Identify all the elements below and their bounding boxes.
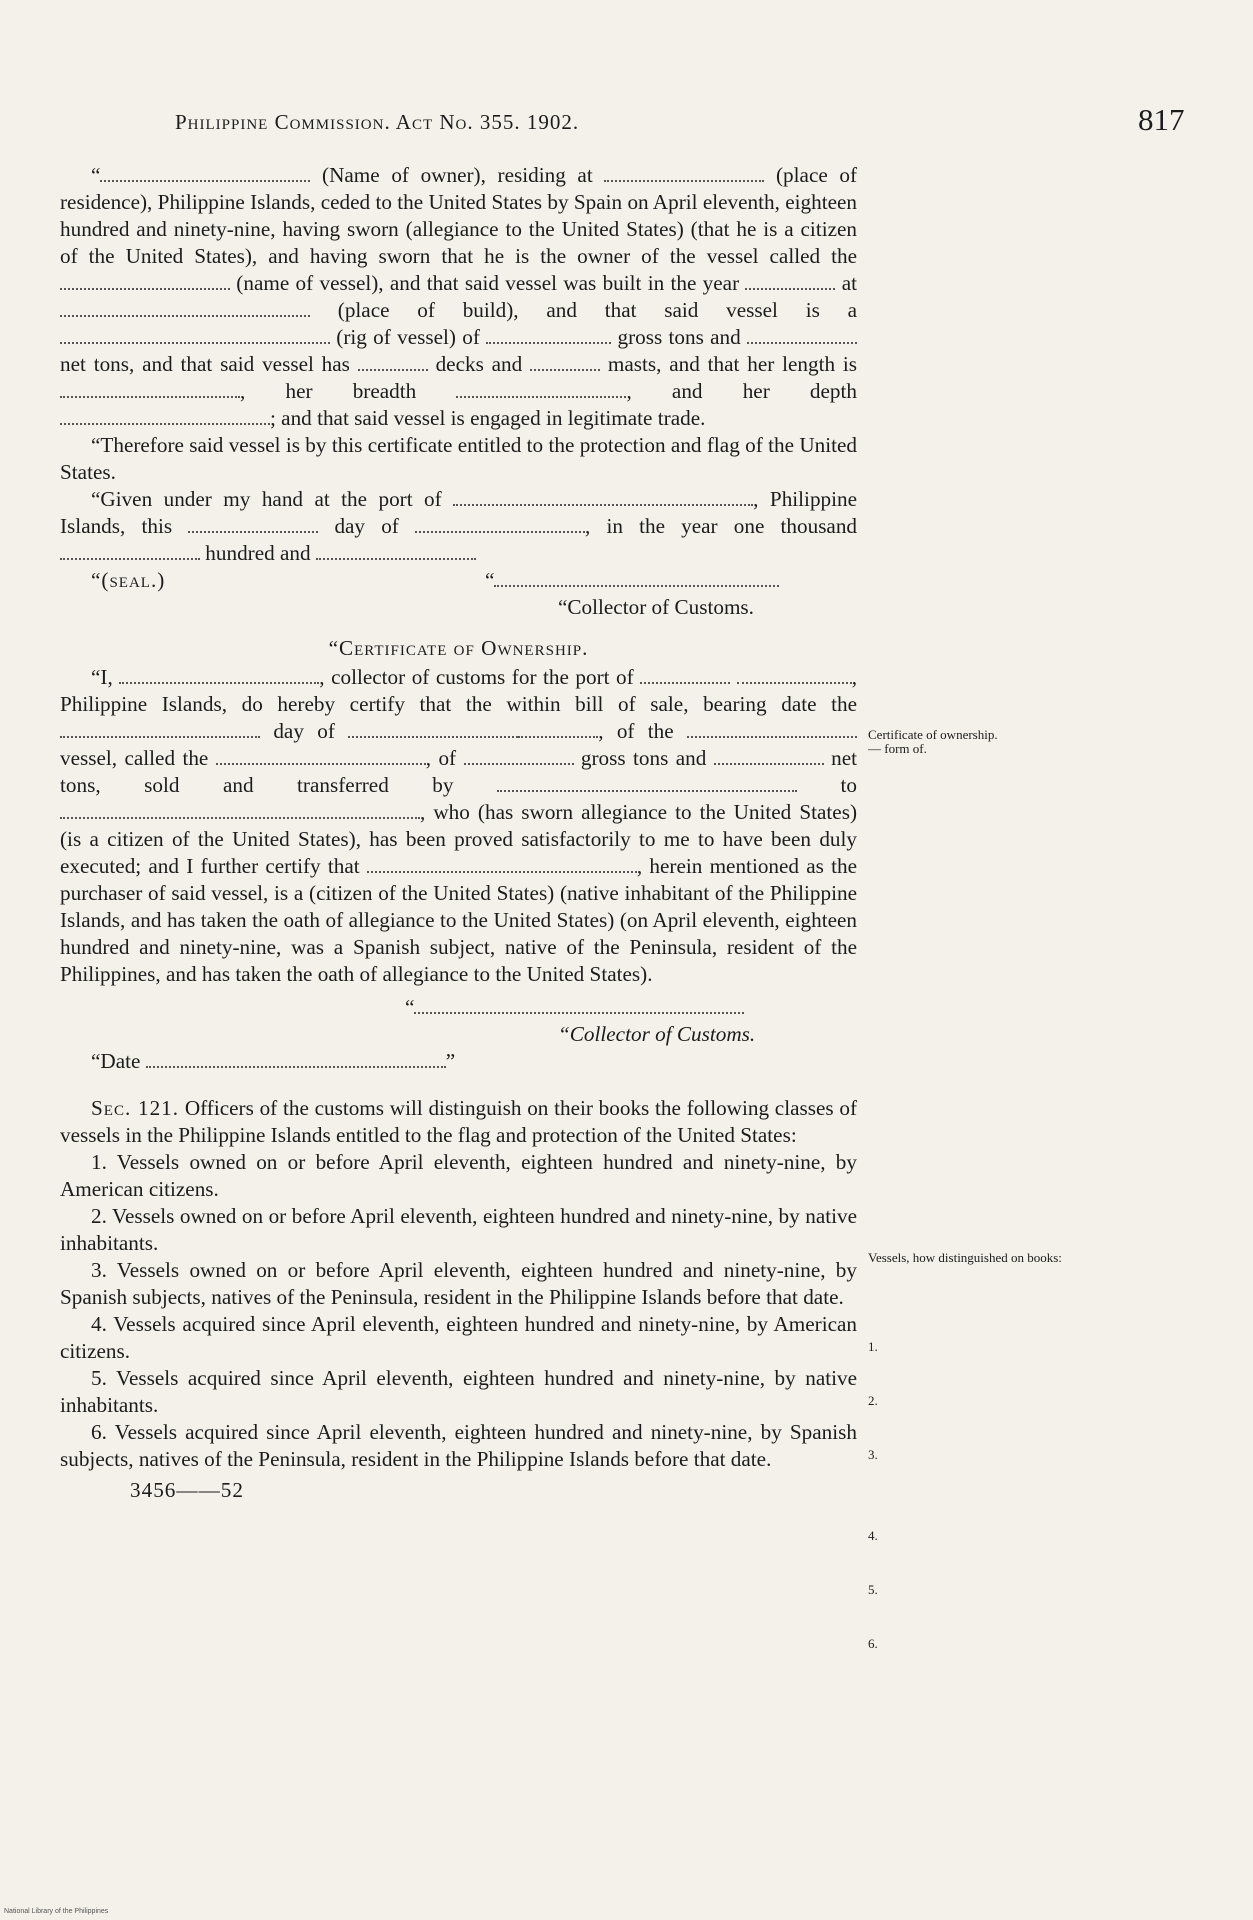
form-text: decks and [435, 352, 523, 376]
form-text: gross tons and [617, 325, 741, 349]
therefore-paragraph: “Therefore said vessel is by this certificate entitled to the protection and flag of the United States. [60, 433, 857, 484]
page-number: 817 [1138, 102, 1185, 137]
page-body [60, 162, 857, 1504]
margin-number: 4. [868, 1528, 878, 1543]
list-item: 1. Vessels owned on or before April eleventh, eighteen hundred and ninety-nine, by American citizens. [60, 1150, 857, 1201]
blank-net [747, 327, 857, 344]
margin-number: 1. [868, 1339, 878, 1354]
given-paragraph [60, 486, 857, 567]
form-text: (place of build), and that said vessel is a [337, 298, 857, 322]
blank-residence [604, 165, 764, 182]
section-label: Sec. 121. [91, 1096, 180, 1120]
form-text: , in the year one thousand [585, 514, 858, 538]
form-text: day of [334, 514, 399, 538]
form-text: gross tons and [580, 746, 707, 770]
margin-note-vessels: Vessels, how distinguished on books: [868, 1250, 1062, 1265]
form-text: to [840, 773, 858, 797]
blank-signature [414, 997, 744, 1014]
open-quote: “ [91, 163, 101, 187]
running-head: Philippine Commission. Act No. 355. 1902. [175, 110, 580, 134]
margin-note-certificate [868, 728, 1068, 756]
collector-of-customs: “Collector of Customs. [558, 595, 754, 619]
margin-note-text: — form of. [868, 741, 927, 756]
sig-quote: “ [485, 568, 495, 592]
margin-number: 2. [868, 1393, 878, 1408]
form-text: “Given under my hand at the port of [91, 487, 442, 511]
blank-place [60, 300, 310, 317]
seal-signature-row [60, 567, 857, 594]
blank-net [714, 748, 824, 765]
blank-hundred [60, 543, 200, 560]
blank-signature [494, 570, 779, 587]
blank-buyer [60, 802, 420, 819]
form-text: (Name of owner), residing at [322, 163, 593, 187]
blank-vessel-name [60, 273, 230, 290]
certificate-heading: “Certificate of Ownership. [328, 636, 589, 660]
blank-breadth [456, 381, 626, 398]
blank-purchaser [367, 856, 637, 873]
blank-vessel-type [687, 721, 857, 738]
blank-seller [497, 775, 797, 792]
blank-year [745, 273, 835, 290]
form-paragraph [60, 162, 857, 432]
form-text: at [841, 271, 858, 295]
blank-vessel-name [216, 748, 426, 765]
form-text: , who (has sworn allegiance to the United States) (is a citizen of the United States), has been proved satisfactorily to me to have been duly executed; and I further certify that [60, 800, 857, 878]
form-text: , and her depth [626, 379, 857, 403]
form-text: masts, and that her length is [607, 352, 858, 376]
certificate-signature-row [60, 994, 857, 1021]
blank-date [146, 1051, 446, 1068]
sig-quote: “ [405, 995, 415, 1019]
blank-masts [530, 354, 600, 371]
form-text: , collector of customs for the port of [319, 665, 634, 689]
blank-month [348, 721, 518, 738]
blank-gross [464, 748, 574, 765]
form-text: , of the [598, 719, 674, 743]
blank-decks [358, 354, 428, 371]
form-text: net tons, sold and transferred by [60, 746, 858, 797]
form-text: , her breadth [240, 379, 417, 403]
form-text: , Philippine Islands, do hereby certify that the within bill of sale, bearing date the [60, 665, 858, 716]
signature-line [485, 567, 779, 594]
section-text: Officers of the customs will distinguish on their books the following classes of vessels in the Philippine Islands entitled to the flag and protection of the United States: [60, 1096, 858, 1147]
blank-year [518, 721, 598, 738]
form-text: vessel, called the [60, 746, 209, 770]
margin-number: 6. [868, 1636, 878, 1651]
blank-owner [100, 165, 310, 182]
blank-rig [60, 327, 330, 344]
collector-of-customs-italic: “Collector of Customs. [558, 1022, 756, 1046]
date-label: “Date [91, 1049, 141, 1073]
section-121-intro [60, 1095, 857, 1149]
list-item: 5. Vessels acquired since April eleventh, eighteen hundred and ninety-nine, by native inhabitants. [60, 1366, 857, 1417]
blank-depth [60, 408, 270, 425]
blank-length [60, 381, 240, 398]
form-text: (name of vessel), and that said vessel was built in the year [236, 271, 740, 295]
blank-day [188, 516, 318, 533]
list-item: 6. Vessels acquired since April eleventh, eighteen hundred and ninety-nine, by Spanish subjects, natives of the Peninsula, resident in the Philippine Islands before that date. [60, 1420, 857, 1471]
form-text: , of [425, 746, 457, 770]
printer-signature: 3456——52 [130, 1478, 244, 1502]
date-line [60, 1048, 857, 1075]
form-text: “I, [91, 665, 113, 689]
blank-port [453, 489, 753, 506]
form-text: (place of residence), Philippine Islands, ceded to the United States by Spain on April eleventh, eighteen hundred and ninety-nine, having sworn (allegiance to the United States) (that he is a citizen of the United States), and having sworn that he is the owner of the vessel called the [60, 163, 858, 268]
signature-line [405, 994, 744, 1021]
form-text: (rig of vessel) of [336, 325, 480, 349]
form-text: ; and that said vessel is engaged in legitimate trade. [270, 406, 706, 430]
blank-collector [119, 667, 319, 684]
blank-gross [486, 327, 611, 344]
blank-date [60, 721, 260, 738]
library-stamp: National Library of the Philippines [4, 1908, 109, 1915]
form-text: , Philippine Islands, this [60, 487, 858, 538]
blank-port [640, 667, 730, 684]
blank-year-end [316, 543, 476, 560]
close-quote: ” [445, 1049, 456, 1073]
list-item: 3. Vessels owned on or before April eleventh, eighteen hundred and ninety-nine, by Spanish subjects, natives of the Peninsula, resident in the Philippine Islands before that date. [60, 1258, 857, 1309]
margin-number: 3. [868, 1447, 878, 1462]
form-text: hundred and [205, 541, 311, 565]
form-text: , herein mentioned as the purchaser of said vessel, is a (citizen of the United States) (native inhabitant of the Philippine Islands, and has taken the oath of allegiance to the United States) (on April eleventh, eighteen hundred and ninety-nine, was a Spanish subject, native of the Peninsula, resident of the Philippines, and has taken the oath of allegiance to the United States). [60, 854, 857, 986]
margin-note-text: Certificate of ownership. [868, 727, 998, 742]
certificate-paragraph [60, 664, 857, 988]
margin-number: 5. [868, 1582, 878, 1597]
page-header [0, 102, 1253, 150]
blank-port2 [737, 667, 852, 684]
form-text: day of [273, 719, 335, 743]
list-item: 4. Vessels acquired since April eleventh, eighteen hundred and ninety-nine, by American citizens. [60, 1312, 857, 1363]
form-text: net tons, and that said vessel has [60, 352, 350, 376]
blank-month [415, 516, 585, 533]
list-item: 2. Vessels owned on or before April eleventh, eighteen hundred and ninety-nine, by native inhabitants. [60, 1204, 857, 1255]
seal-label: “(seal.) [91, 568, 166, 592]
